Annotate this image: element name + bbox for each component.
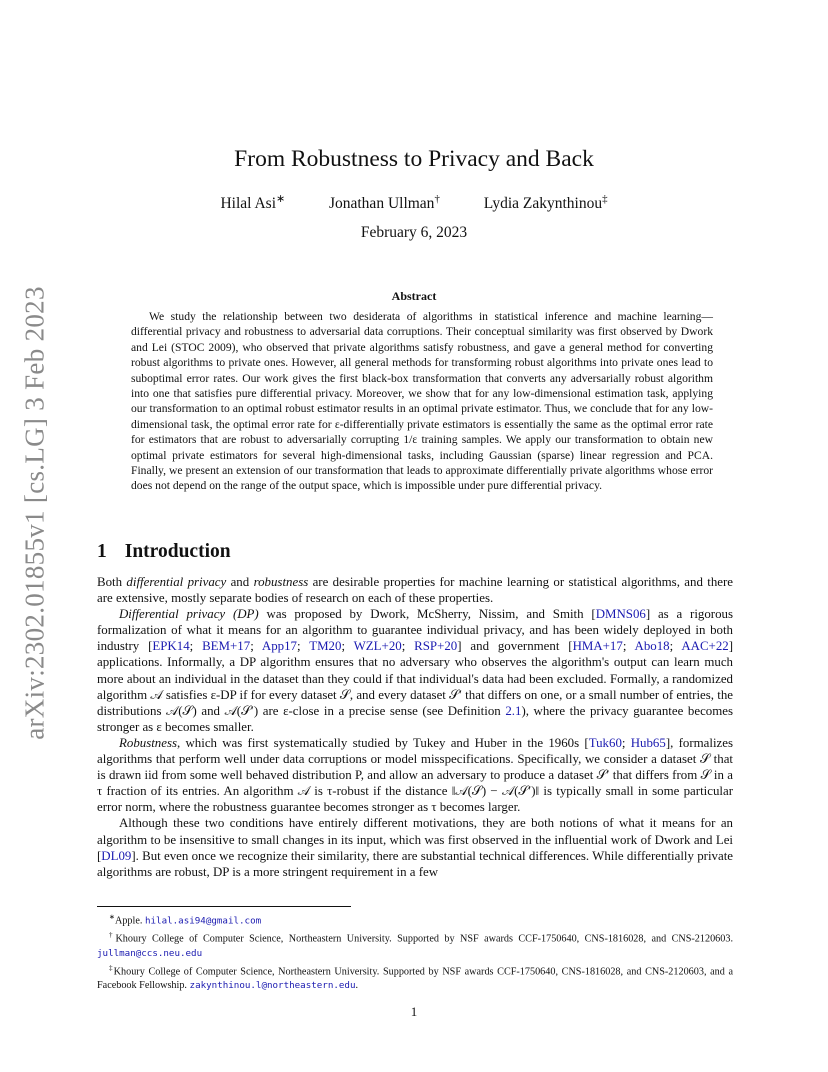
footnote: †Khoury College of Computer Science, Northeastern University. Supported by NSF awards CCF-1750640, CNS-1816028, and CNS-2120603. jullman@ccs.neu.edu bbox=[97, 931, 733, 959]
author: Hilal Asi∗ bbox=[220, 193, 286, 213]
citation-link[interactable]: Abo18 bbox=[634, 639, 670, 654]
citation-link[interactable]: RSP+20 bbox=[414, 639, 458, 654]
email-link[interactable]: hilal.asi94@gmail.com bbox=[144, 915, 262, 927]
paper-title: From Robustness to Privacy and Back bbox=[234, 146, 594, 172]
citation-link[interactable]: EPK14 bbox=[152, 639, 190, 654]
footnote: ‡Khoury College of Computer Science, Northeastern University. Supported by NSF awards CCF-1750640, CNS-1816028, and CNS-2120603, and a Facebook Fellowship. zakynthinou.l@northeastern.edu. bbox=[97, 963, 734, 992]
definition-link[interactable]: 2.1 bbox=[505, 703, 522, 718]
intro-body bbox=[97, 574, 733, 880]
citation-link[interactable]: Tuk60 bbox=[588, 735, 622, 750]
citation-link[interactable]: DL09 bbox=[101, 848, 132, 863]
arxiv-identifier: arXiv:2302.01855v1 [cs.LG] 3 Feb 2023 bbox=[19, 286, 50, 740]
author: Jonathan Ullman† bbox=[328, 193, 440, 213]
citation-link[interactable]: BEM+17 bbox=[202, 639, 251, 654]
author: Lydia Zakynthinou‡ bbox=[483, 193, 608, 213]
abstract-heading: Abstract bbox=[391, 289, 437, 303]
section-title: Introduction bbox=[124, 541, 231, 562]
footnote-rule bbox=[97, 906, 351, 907]
citation-link[interactable]: Hub65 bbox=[630, 735, 666, 750]
citation-link[interactable]: DMNS06 bbox=[595, 607, 646, 622]
paragraph: Differential privacy (DP) was proposed by Dwork, McSherry, Nissim, and Smith [DMNS06] as a rigorous formalization of what it means for an algorithm to guarantee individual privacy, and has been widely deployed in both industry [EPK14; BEM+17; App17; TM20; WZL+20; RSP+20] and government [HMA+17; Abo18; AAC+22] applications. Informally, a DP algorithm ensures that no adversary who observes the algorithm's output can learn much more about an individual in the dataset than they could if that individual's data had been excluded. Formally, a randomized algorithm 𝒜 satisfies ε-DP if for every dataset 𝒮, and every dataset 𝒮′ that differs on one, or a small number of entries, the distributions 𝒜(𝒮) and 𝒜(𝒮′) are ε-close in a precise sense (see Definition 2.1), where the privacy guarantee becomes stronger as ε becomes smaller. bbox=[97, 607, 734, 734]
author-list bbox=[0, 192, 828, 213]
citation-link[interactable]: AAC+22 bbox=[681, 639, 729, 654]
footnotes bbox=[97, 910, 733, 993]
paragraph: Both differential privacy and robustness are desirable properties for machine learning or statistical algorithms, and there are extensive, mostly separate bodies of research on each of these properties. bbox=[97, 575, 733, 606]
abstract-text: We study the relationship between two desiderata of algorithms in statistical inference and machine learning—differential privacy and robustness to adversarial data corruptions. Their conceptual similarity was first observed by Dwork and Lei (STOC 2009), who observed that private algorithms satisfy robustness, and gave a general method for converting robust algorithms to private ones. However, all general methods for transforming robust algorithms into private ones lead to suboptimal error rates. Our work gives the first black-box transformation that converts any adversarially robust algorithm into one that satisfies pure differential privacy. Moreover, we show that for any low-dimensional estimation task, applying our transformation to an optimal robust estimator results in an optimal private estimator. Thus, we conclude that for any low-dimensional task, the optimal error rate for ε-differentially private estimators is essentially the same as the optimal error rate for estimators that are robust to adversarially corrupting 1/ε training samples. We apply our transformation to obtain new optimal private estimators for several high-dimensional tasks, including Gaussian (sparse) linear regression and PCA. Finally, we present an extension of our transformation that leads to approximate differentially private algorithms whose error does not depend on the range of the output space, which is impossible under pure differential privacy. bbox=[131, 310, 713, 493]
paragraph: Robustness, which was first systematically studied by Tukey and Huber in the 1960s [Tuk60; Hub65], formalizes algorithms that perform well under data corruptions or model misspecifications. Specifically, we consider a dataset 𝒮 that is drawn iid from some well behaved distribution P, and allow an adversary to produce a dataset 𝒮′ that differs from 𝒮 in a τ fraction of its entries. An algorithm 𝒜 is τ-robust if the distance ‖𝒜(𝒮) − 𝒜(𝒮′)‖ is typically small in some particular error norm, where the robustness guarantee becomes stronger as τ becomes larger. bbox=[97, 735, 733, 815]
citation-link[interactable]: TM20 bbox=[309, 639, 342, 654]
section-heading bbox=[97, 541, 231, 563]
arxiv-sidebar-stamp bbox=[0, 283, 80, 743]
page-number: 1 bbox=[410, 1004, 418, 1019]
paper-date: February 6, 2023 bbox=[360, 224, 468, 241]
footnote: ∗Apple. hilal.asi94@gmail.com bbox=[109, 913, 262, 927]
section-number: 1 bbox=[97, 541, 107, 562]
citation-link[interactable]: HMA+17 bbox=[572, 639, 623, 654]
paragraph: Although these two conditions have entirely different motivations, they are both notions of what it means for an algorithm to be insensitive to small changes in its input, which was first observed in the influential work of Dwork and Lei [DL09]. But even once we recognize their similarity, there are substantial technical differences. While differentially private algorithms are robust, DP is a more stringent requirement in a few bbox=[97, 816, 733, 879]
citation-link[interactable]: WZL+20 bbox=[353, 639, 402, 654]
email-link[interactable]: jullman@ccs.neu.edu bbox=[97, 947, 203, 959]
email-link[interactable]: zakynthinou.l@northeastern.edu bbox=[189, 980, 356, 992]
citation-link[interactable]: App17 bbox=[261, 639, 297, 654]
